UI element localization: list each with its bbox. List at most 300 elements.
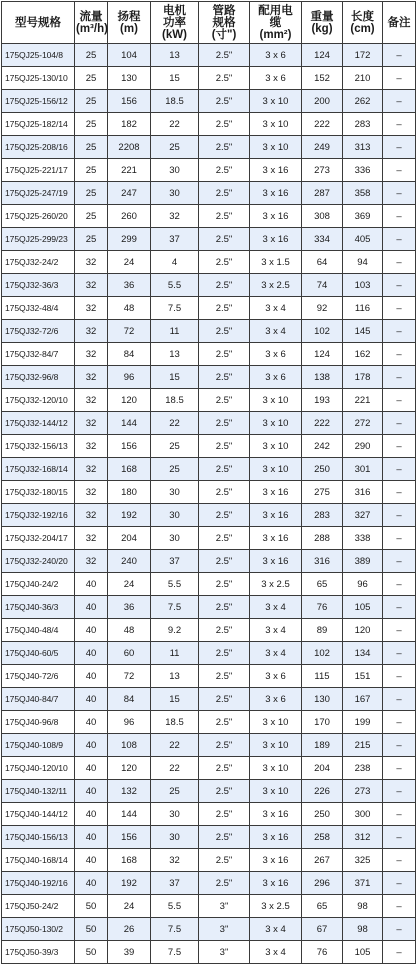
power-cell: 30 — [151, 481, 199, 504]
header-head — [108, 2, 151, 44]
length-cell: 98 — [343, 895, 383, 918]
power-cell: 13 — [151, 665, 199, 688]
remark-cell: – — [383, 665, 416, 688]
flow-cell: 32 — [75, 435, 108, 458]
length-cell: 338 — [343, 527, 383, 550]
cable-cell: 3 x 6 — [250, 366, 302, 389]
header-weight — [302, 2, 343, 44]
pipe-cell: 2.5" — [199, 67, 250, 90]
flow-cell: 40 — [75, 688, 108, 711]
table-row — [2, 619, 416, 642]
flow-cell: 32 — [75, 366, 108, 389]
head-cell: 48 — [108, 297, 151, 320]
head-cell: 36 — [108, 596, 151, 619]
table-row — [2, 688, 416, 711]
power-cell: 30 — [151, 504, 199, 527]
weight-cell: 67 — [302, 918, 343, 941]
power-cell: 18.5 — [151, 711, 199, 734]
model-cell: 175QJ40-60/5 — [2, 642, 75, 665]
weight-cell: 65 — [302, 573, 343, 596]
flow-cell: 32 — [75, 320, 108, 343]
head-cell: 84 — [108, 343, 151, 366]
remark-cell: – — [383, 918, 416, 941]
flow-cell: 40 — [75, 803, 108, 826]
head-cell: 247 — [108, 182, 151, 205]
model-cell: 175QJ32-180/15 — [2, 481, 75, 504]
header-line: 规格 — [212, 16, 236, 29]
length-cell: 405 — [343, 228, 383, 251]
model-cell: 175QJ40-96/8 — [2, 711, 75, 734]
cable-cell: 3 x 6 — [250, 67, 302, 90]
pipe-cell: 2.5" — [199, 366, 250, 389]
table-row — [2, 320, 416, 343]
length-cell: 167 — [343, 688, 383, 711]
cable-cell: 3 x 16 — [250, 803, 302, 826]
length-cell: 172 — [343, 44, 383, 67]
length-cell: 120 — [343, 619, 383, 642]
flow-cell: 25 — [75, 136, 108, 159]
head-cell: 104 — [108, 44, 151, 67]
cable-cell: 3 x 1.5 — [250, 251, 302, 274]
table-row — [2, 182, 416, 205]
pipe-cell: 2.5" — [199, 136, 250, 159]
head-cell: 156 — [108, 826, 151, 849]
head-cell: 130 — [108, 67, 151, 90]
cable-cell: 3 x 10 — [250, 136, 302, 159]
length-cell: 105 — [343, 941, 383, 964]
table-row — [2, 274, 416, 297]
table-row — [2, 665, 416, 688]
header-flow — [75, 2, 108, 44]
pipe-cell: 2.5" — [199, 389, 250, 412]
model-cell: 175QJ32-156/13 — [2, 435, 75, 458]
pipe-cell: 2.5" — [199, 665, 250, 688]
remark-cell: – — [383, 688, 416, 711]
header-model — [2, 2, 75, 44]
length-cell: 221 — [343, 389, 383, 412]
table-row — [2, 757, 416, 780]
flow-cell: 25 — [75, 90, 108, 113]
pipe-cell: 2.5" — [199, 504, 250, 527]
pipe-cell: 2.5" — [199, 619, 250, 642]
pipe-cell: 2.5" — [199, 642, 250, 665]
cable-cell: 3 x 10 — [250, 458, 302, 481]
spec-table — [1, 1, 416, 964]
weight-cell: 89 — [302, 619, 343, 642]
power-cell: 30 — [151, 826, 199, 849]
weight-cell: 296 — [302, 872, 343, 895]
power-cell: 15 — [151, 67, 199, 90]
head-cell: 192 — [108, 872, 151, 895]
cable-cell: 3 x 16 — [250, 205, 302, 228]
model-cell: 175QJ32-96/8 — [2, 366, 75, 389]
remark-cell: – — [383, 573, 416, 596]
table-row — [2, 366, 416, 389]
cable-cell: 3 x 10 — [250, 757, 302, 780]
weight-cell: 92 — [302, 297, 343, 320]
model-cell: 175QJ25-104/8 — [2, 44, 75, 67]
power-cell: 9.2 — [151, 619, 199, 642]
length-cell: 301 — [343, 458, 383, 481]
weight-cell: 204 — [302, 757, 343, 780]
power-cell: 30 — [151, 182, 199, 205]
cable-cell: 3 x 10 — [250, 734, 302, 757]
cable-cell: 3 x 16 — [250, 550, 302, 573]
cable-cell: 3 x 2.5 — [250, 274, 302, 297]
remark-cell: – — [383, 941, 416, 964]
cable-cell: 3 x 16 — [250, 849, 302, 872]
remark-cell: – — [383, 435, 416, 458]
model-cell: 175QJ32-48/4 — [2, 297, 75, 320]
weight-cell: 65 — [302, 895, 343, 918]
remark-cell: – — [383, 182, 416, 205]
pipe-cell: 2.5" — [199, 849, 250, 872]
head-cell: 299 — [108, 228, 151, 251]
table-row — [2, 780, 416, 803]
remark-cell: – — [383, 550, 416, 573]
flow-cell: 32 — [75, 481, 108, 504]
remark-cell: – — [383, 113, 416, 136]
pipe-cell: 2.5" — [199, 320, 250, 343]
power-cell: 13 — [151, 44, 199, 67]
head-cell: 240 — [108, 550, 151, 573]
head-cell: 36 — [108, 274, 151, 297]
flow-cell: 25 — [75, 67, 108, 90]
head-cell: 72 — [108, 665, 151, 688]
power-cell: 18.5 — [151, 90, 199, 113]
remark-cell: – — [383, 44, 416, 67]
cable-cell: 3 x 10 — [250, 780, 302, 803]
head-cell: 24 — [108, 895, 151, 918]
flow-cell: 50 — [75, 918, 108, 941]
model-cell: 175QJ25-156/12 — [2, 90, 75, 113]
table-row — [2, 872, 416, 895]
model-cell: 175QJ32-24/2 — [2, 251, 75, 274]
header-line: 扬程 — [117, 10, 141, 23]
table-row — [2, 527, 416, 550]
remark-cell: – — [383, 596, 416, 619]
length-cell: 316 — [343, 481, 383, 504]
head-cell: 96 — [108, 366, 151, 389]
table-row — [2, 849, 416, 872]
power-cell: 22 — [151, 412, 199, 435]
power-cell: 30 — [151, 159, 199, 182]
model-cell: 175QJ40-192/16 — [2, 872, 75, 895]
cable-cell: 3 x 10 — [250, 389, 302, 412]
flow-cell: 32 — [75, 458, 108, 481]
power-cell: 25 — [151, 780, 199, 803]
table-row — [2, 803, 416, 826]
flow-cell: 25 — [75, 228, 108, 251]
model-cell: 175QJ40-120/10 — [2, 757, 75, 780]
table-row — [2, 642, 416, 665]
header-length — [343, 2, 383, 44]
table-row — [2, 136, 416, 159]
header-line: 长度 — [351, 10, 374, 23]
power-cell: 5.5 — [151, 274, 199, 297]
power-cell: 7.5 — [151, 596, 199, 619]
remark-cell: – — [383, 527, 416, 550]
length-cell: 272 — [343, 412, 383, 435]
header-line: 电机 — [163, 4, 186, 17]
model-cell: 175QJ32-168/14 — [2, 458, 75, 481]
remark-cell: – — [383, 458, 416, 481]
header-line: 备注 — [387, 16, 411, 29]
pipe-cell: 2.5" — [199, 527, 250, 550]
cable-cell: 3 x 6 — [250, 343, 302, 366]
head-cell: 48 — [108, 619, 151, 642]
head-cell: 39 — [108, 941, 151, 964]
remark-cell: – — [383, 67, 416, 90]
header-line: (mm²) — [259, 28, 292, 41]
power-cell: 32 — [151, 849, 199, 872]
model-cell: 175QJ40-168/14 — [2, 849, 75, 872]
header-line: 管路 — [212, 4, 236, 17]
table-row — [2, 481, 416, 504]
length-cell: 358 — [343, 182, 383, 205]
weight-cell: 189 — [302, 734, 343, 757]
pipe-cell: 2.5" — [199, 228, 250, 251]
power-cell: 25 — [151, 435, 199, 458]
model-cell: 175QJ25-299/23 — [2, 228, 75, 251]
cable-cell: 3 x 4 — [250, 596, 302, 619]
model-cell: 175QJ25-221/17 — [2, 159, 75, 182]
weight-cell: 76 — [302, 596, 343, 619]
table-row — [2, 711, 416, 734]
power-cell: 13 — [151, 343, 199, 366]
table-row — [2, 228, 416, 251]
header-line: 流量 — [79, 10, 103, 23]
remark-cell: – — [383, 274, 416, 297]
head-cell: 120 — [108, 389, 151, 412]
table-row — [2, 44, 416, 67]
model-cell: 175QJ50-130/2 — [2, 918, 75, 941]
cable-cell: 3 x 6 — [250, 688, 302, 711]
head-cell: 24 — [108, 251, 151, 274]
model-cell: 175QJ32-120/10 — [2, 389, 75, 412]
power-cell: 4 — [151, 251, 199, 274]
weight-cell: 76 — [302, 941, 343, 964]
remark-cell: – — [383, 389, 416, 412]
cable-cell: 3 x 16 — [250, 481, 302, 504]
weight-cell: 250 — [302, 458, 343, 481]
head-cell: 72 — [108, 320, 151, 343]
pipe-cell: 3" — [199, 895, 250, 918]
weight-cell: 102 — [302, 320, 343, 343]
length-cell: 96 — [343, 573, 383, 596]
table-row — [2, 435, 416, 458]
power-cell: 22 — [151, 113, 199, 136]
flow-cell: 40 — [75, 826, 108, 849]
weight-cell: 130 — [302, 688, 343, 711]
pipe-cell: 2.5" — [199, 711, 250, 734]
weight-cell: 287 — [302, 182, 343, 205]
flow-cell: 40 — [75, 780, 108, 803]
power-cell: 32 — [151, 205, 199, 228]
weight-cell: 249 — [302, 136, 343, 159]
flow-cell: 40 — [75, 596, 108, 619]
model-cell: 175QJ32-240/20 — [2, 550, 75, 573]
power-cell: 5.5 — [151, 573, 199, 596]
power-cell: 37 — [151, 550, 199, 573]
flow-cell: 40 — [75, 665, 108, 688]
table-row — [2, 251, 416, 274]
model-cell: 175QJ40-72/6 — [2, 665, 75, 688]
page — [0, 1, 417, 962]
head-cell: 144 — [108, 803, 151, 826]
cable-cell: 3 x 16 — [250, 159, 302, 182]
flow-cell: 25 — [75, 44, 108, 67]
table-row — [2, 550, 416, 573]
header-line: 重量 — [310, 10, 334, 23]
model-cell: 175QJ32-204/17 — [2, 527, 75, 550]
head-cell: 84 — [108, 688, 151, 711]
length-cell: 162 — [343, 343, 383, 366]
power-cell: 22 — [151, 734, 199, 757]
power-cell: 25 — [151, 136, 199, 159]
remark-cell: – — [383, 642, 416, 665]
remark-cell: – — [383, 504, 416, 527]
weight-cell: 170 — [302, 711, 343, 734]
cable-cell: 3 x 2.5 — [250, 895, 302, 918]
power-cell: 37 — [151, 872, 199, 895]
model-cell: 175QJ50-24/2 — [2, 895, 75, 918]
power-cell: 11 — [151, 642, 199, 665]
model-cell: 175QJ32-144/12 — [2, 412, 75, 435]
model-cell: 175QJ40-144/12 — [2, 803, 75, 826]
flow-cell: 40 — [75, 711, 108, 734]
cable-cell: 3 x 4 — [250, 918, 302, 941]
pipe-cell: 2.5" — [199, 297, 250, 320]
weight-cell: 288 — [302, 527, 343, 550]
table-row — [2, 389, 416, 412]
cable-cell: 3 x 2.5 — [250, 573, 302, 596]
table-row — [2, 159, 416, 182]
head-cell: 221 — [108, 159, 151, 182]
header-line: (kW) — [162, 28, 187, 41]
power-cell: 30 — [151, 803, 199, 826]
remark-cell: – — [383, 872, 416, 895]
cable-cell: 3 x 4 — [250, 297, 302, 320]
remark-cell: – — [383, 734, 416, 757]
header-power — [151, 2, 199, 44]
pipe-cell: 2.5" — [199, 803, 250, 826]
cable-cell: 3 x 4 — [250, 941, 302, 964]
length-cell: 283 — [343, 113, 383, 136]
head-cell: 180 — [108, 481, 151, 504]
pipe-cell: 2.5" — [199, 412, 250, 435]
remark-cell: – — [383, 803, 416, 826]
flow-cell: 40 — [75, 573, 108, 596]
length-cell: 105 — [343, 596, 383, 619]
weight-cell: 64 — [302, 251, 343, 274]
model-cell: 175QJ40-108/9 — [2, 734, 75, 757]
length-cell: 238 — [343, 757, 383, 780]
weight-cell: 124 — [302, 44, 343, 67]
flow-cell: 40 — [75, 734, 108, 757]
cable-cell: 3 x 6 — [250, 44, 302, 67]
weight-cell: 152 — [302, 67, 343, 90]
weight-cell: 222 — [302, 113, 343, 136]
model-cell: 175QJ25-247/19 — [2, 182, 75, 205]
header-line: 配用电 — [258, 4, 293, 17]
length-cell: 199 — [343, 711, 383, 734]
weight-cell: 102 — [302, 642, 343, 665]
header-line: (m³/h) — [76, 22, 108, 35]
weight-cell: 316 — [302, 550, 343, 573]
header-line: 型号规格 — [15, 16, 61, 29]
length-cell: 98 — [343, 918, 383, 941]
table-row — [2, 573, 416, 596]
header-pipe — [199, 2, 250, 44]
weight-cell: 138 — [302, 366, 343, 389]
length-cell: 336 — [343, 159, 383, 182]
flow-cell: 40 — [75, 619, 108, 642]
length-cell: 313 — [343, 136, 383, 159]
flow-cell: 40 — [75, 872, 108, 895]
header-cable — [250, 2, 302, 44]
power-cell: 5.5 — [151, 895, 199, 918]
header-line: (m) — [120, 22, 138, 35]
model-cell: 175QJ40-156/13 — [2, 826, 75, 849]
table-row — [2, 205, 416, 228]
length-cell: 389 — [343, 550, 383, 573]
flow-cell: 25 — [75, 159, 108, 182]
cable-cell: 3 x 10 — [250, 113, 302, 136]
weight-cell: 200 — [302, 90, 343, 113]
flow-cell: 32 — [75, 504, 108, 527]
weight-cell: 222 — [302, 412, 343, 435]
power-cell: 7.5 — [151, 297, 199, 320]
flow-cell: 50 — [75, 941, 108, 964]
remark-cell: – — [383, 136, 416, 159]
head-cell: 60 — [108, 642, 151, 665]
pipe-cell: 2.5" — [199, 872, 250, 895]
length-cell: 210 — [343, 67, 383, 90]
length-cell: 151 — [343, 665, 383, 688]
weight-cell: 124 — [302, 343, 343, 366]
table-row — [2, 734, 416, 757]
table-row — [2, 67, 416, 90]
weight-cell: 283 — [302, 504, 343, 527]
cable-cell: 3 x 10 — [250, 435, 302, 458]
head-cell: 156 — [108, 435, 151, 458]
cable-cell: 3 x 4 — [250, 619, 302, 642]
flow-cell: 32 — [75, 343, 108, 366]
head-cell: 2208 — [108, 136, 151, 159]
length-cell: 290 — [343, 435, 383, 458]
flow-cell: 32 — [75, 550, 108, 573]
length-cell: 134 — [343, 642, 383, 665]
head-cell: 120 — [108, 757, 151, 780]
table-row — [2, 826, 416, 849]
power-cell: 15 — [151, 688, 199, 711]
cable-cell: 3 x 10 — [250, 412, 302, 435]
pipe-cell: 2.5" — [199, 159, 250, 182]
pipe-cell: 2.5" — [199, 757, 250, 780]
length-cell: 262 — [343, 90, 383, 113]
flow-cell: 25 — [75, 205, 108, 228]
model-cell: 175QJ32-72/6 — [2, 320, 75, 343]
flow-cell: 25 — [75, 182, 108, 205]
pipe-cell: 2.5" — [199, 573, 250, 596]
pipe-cell: 2.5" — [199, 343, 250, 366]
remark-cell: – — [383, 343, 416, 366]
pipe-cell: 2.5" — [199, 688, 250, 711]
cable-cell: 3 x 16 — [250, 527, 302, 550]
model-cell: 175QJ32-36/3 — [2, 274, 75, 297]
header-line: 缆 — [269, 16, 282, 29]
